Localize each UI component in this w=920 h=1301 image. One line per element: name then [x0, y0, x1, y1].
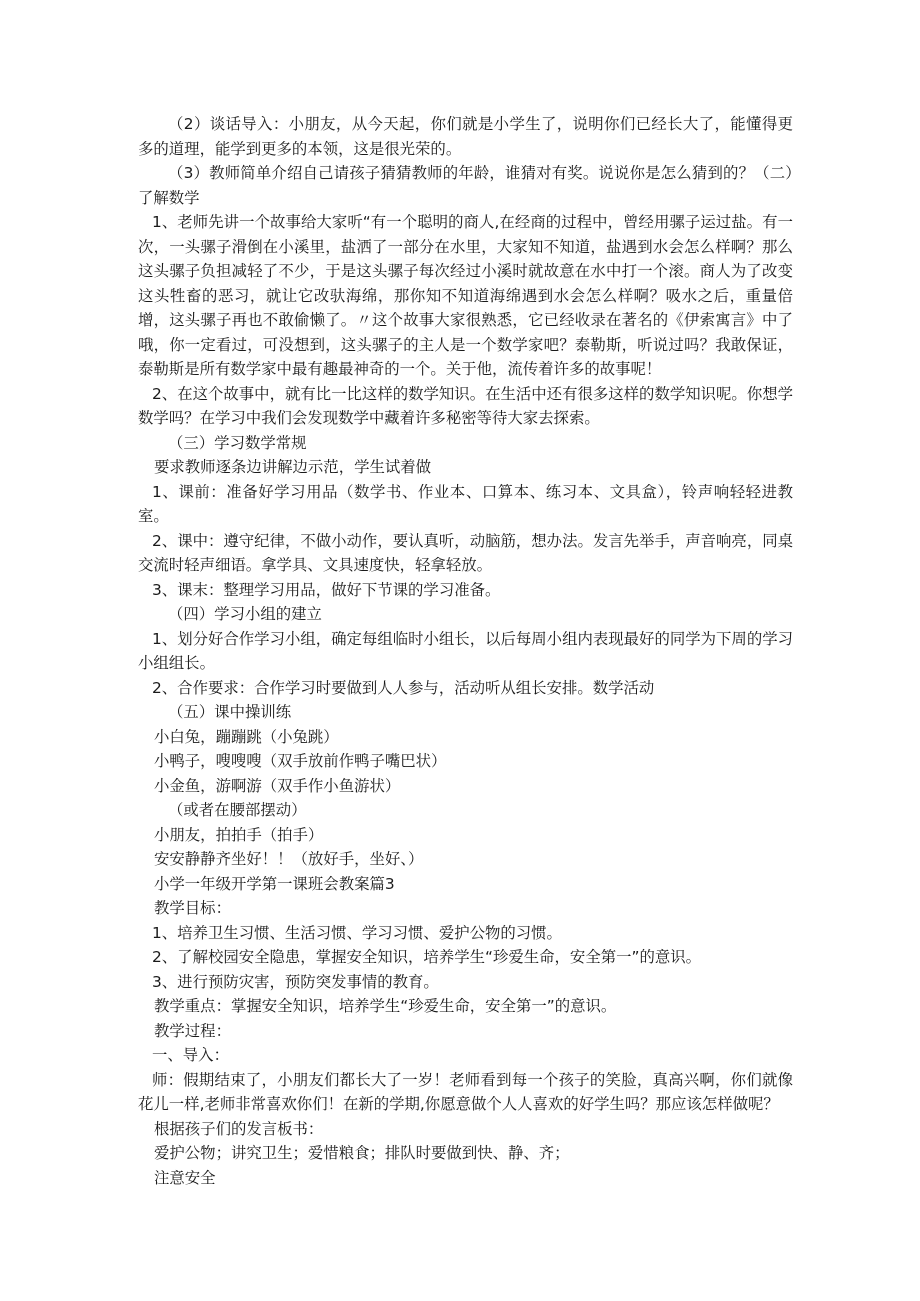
paragraph: （2）谈话导入：小朋友，从今天起，你们就是小学生了，说明你们已经长大了，能懂得更多的道理，能学到更多的本领，这是很光荣的。 — [138, 115, 793, 158]
document-body — [138, 112, 793, 1190]
section-heading: （三）学习数学常规 — [168, 433, 307, 452]
list-item: 3、课末：整理学习用品，做好下节课的学习准备。 — [152, 580, 501, 599]
rhyme-line: 小鸭子，嗖嗖嗖（双手放前作鸭子嘴巴状） — [154, 752, 447, 770]
list-item: 2、课中：遵守纪律，不做小动作，要认真听，动脑筋，想办法。发言先举手，声音响亮，同桌交流时轻声细语。拿学具、文具速度快，轻拿轻放。 — [138, 531, 793, 574]
section-heading: 教学目标： — [154, 899, 231, 917]
list-item: 1、划分好合作学习小组，确定每组临时小组长，以后每周小组内表现最好的同学为下周的学习小组组长。 — [138, 629, 793, 672]
rhyme-line: 小金鱼，游啊游（双手作小鱼游状） — [154, 776, 401, 795]
section-heading: 教学过程： — [154, 1021, 231, 1040]
paragraph: 爱护公物；讲究卫生；爱惜粮食；排队时要做到快、静、齐； — [154, 1144, 570, 1162]
list-item: 1、课前：准备好学习用品（数学书、作业本、口算本、练习本、文具盒），铃声响轻轻进教室。 — [138, 482, 793, 525]
paragraph: （3）教师简单介绍自己请孩子猜猜教师的年龄，谁猜对有奖。说说你是怎么猜到的？（二）了解数学 — [138, 164, 793, 207]
rhyme-line: 安安静静齐坐好！！（放好手，坐好、） — [154, 850, 424, 868]
list-item: 2、了解校园安全隐患，掌握安全知识，培养学生“珍爱生命，安全第一”的意识。 — [152, 948, 702, 966]
section-heading: （四）学习小组的建立 — [168, 605, 322, 623]
list-item: 3、进行预防灾害，预防突发事情的教育。 — [152, 972, 439, 991]
section-heading: 一、导入： — [152, 1046, 229, 1064]
document-title: 小学一年级开学第一课班会教案篇3 — [154, 874, 395, 893]
rhyme-line: 小朋友，拍拍手（拍手） — [154, 825, 324, 844]
rhyme-line: （或者在腰部摆动） — [168, 801, 307, 819]
paragraph: 教学重点：掌握安全知识，培养学生“珍爱生命，安全第一”的意识。 — [154, 997, 617, 1015]
section-heading: （五）课中操训练 — [168, 703, 292, 721]
list-item: 2、合作要求：合作学习时要做到人人参与，活动听从组长安排。数学活动 — [152, 678, 655, 697]
list-item: 1、培养卫生习惯、生活习惯、学习习惯、爱护公物的习惯。 — [152, 923, 562, 942]
paragraph: 师：假期结束了，小朋友们都长大了一岁！老师看到每一个孩子的笑脸，真高兴啊，你们就像花儿一样,老师非常喜欢你们！在新的学期,你愿意做个人人喜欢的好学生吗？那应该怎样做呢？ — [138, 1070, 793, 1113]
rhyme-line: 小白兔，蹦蹦跳（小兔跳） — [154, 727, 339, 746]
paragraph: 要求教师逐条边讲解边示范，学生试着做 — [154, 458, 432, 476]
paragraph: 1、老师先讲一个故事给大家听“有一个聪明的商人,在经商的过程中，曾经用骡子运过盐。有一次，一头骡子滑倒在小溪里，盐洒了一部分在水里，大家知不知道，盐遇到水会怎么样啊？那么这头骡子负担减轻了不少，于是这头骡子每次经过小溪时就故意在水中打一个滚。商人为了改变这头牲畜的恶习，就让它改驮海绵，那你知不知道海绵遇到水会怎么样啊？吸水之后，重量倍增，这头骡子再也不敢偷懒了。〃这个故事大家很熟悉，它已经收录在著名的《伊索寓言》中了哦，你一定看过，可没想到，这头骡子的主人是一个数学家吧？泰勒斯，听说过吗？我敢保证，泰勒斯是所有数学家中最有趣最神奇的一个。关于他，流传着许多的故事呢！ — [138, 213, 793, 378]
paragraph: 注意安全 — [154, 1168, 216, 1187]
paragraph: 2、在这个故事中，就有比一比这样的数学知识。在生活中还有很多这样的数学知识呢。你想学数学吗？在学习中我们会发现数学中藏着许多秘密等待大家去探索。 — [138, 384, 793, 427]
paragraph: 根据孩子们的发言板书： — [154, 1119, 324, 1138]
